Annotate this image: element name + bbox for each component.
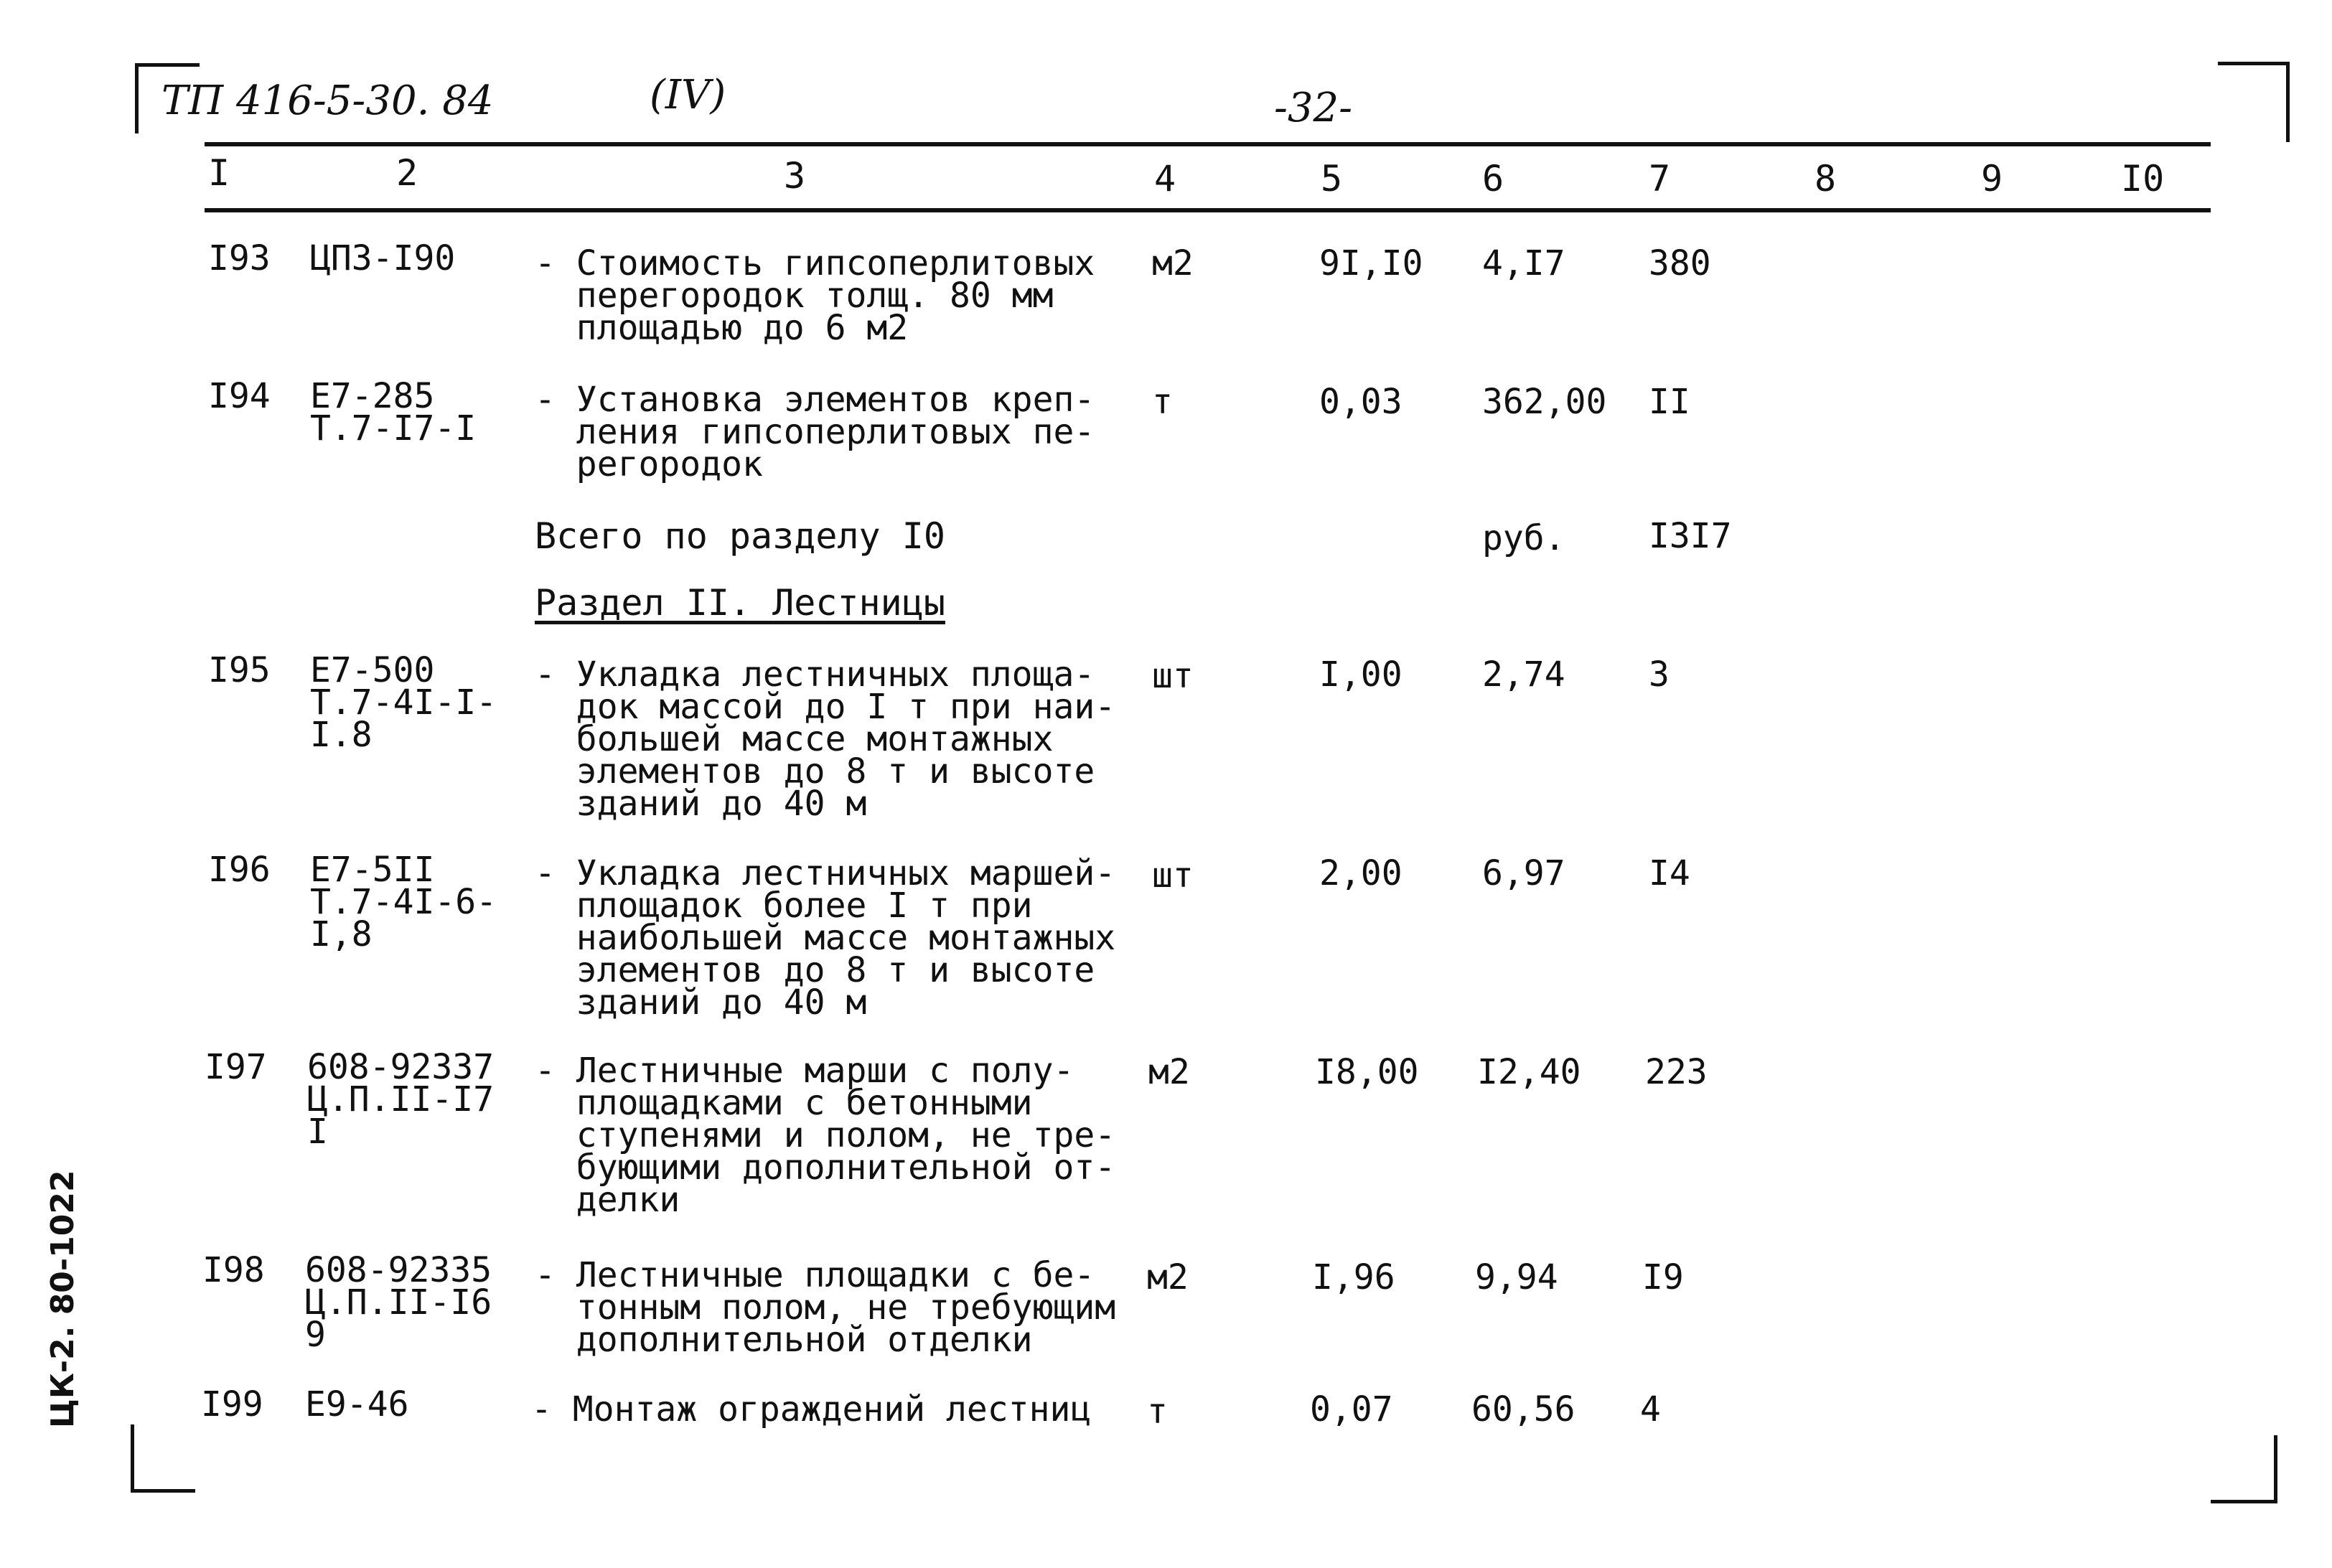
- section-heading: Раздел II. Лестницы: [535, 582, 945, 624]
- table-row-total: 380: [1649, 243, 1711, 283]
- column-header-6: 6: [1482, 158, 1504, 199]
- section-total-label: Всего по разделу I0: [535, 515, 945, 557]
- header-rule-top: [205, 142, 2211, 146]
- column-header-7: 7: [1649, 158, 1671, 199]
- table-row-description: - Монтаж ограждений лестниц: [531, 1389, 1092, 1429]
- table-row-code: 608-92335 Ц.П.II-I6 9: [305, 1250, 492, 1355]
- frame-corner-bottom-left-vertical: [131, 1424, 134, 1493]
- table-row-total: I4: [1649, 853, 1690, 893]
- frame-corner-bottom-left-horizontal: [131, 1489, 195, 1493]
- table-row-quantity: 0,03: [1319, 382, 1403, 422]
- table-row-unit: м2: [1148, 1052, 1190, 1092]
- table-row-total: I9: [1642, 1257, 1684, 1297]
- table-row-unit-price: 6,97: [1482, 853, 1565, 893]
- table-row-number: I95: [208, 650, 271, 690]
- frame-corner-bottom-right-horizontal: [2211, 1500, 2277, 1503]
- frame-corner-bottom-right-vertical: [2274, 1435, 2277, 1503]
- table-row-description: - Укладка лестничных площа- док массой до I т при наи- большей массе монтажных элементов до 8 т и высоте зданий до 40 м: [535, 654, 1116, 824]
- frame-corner-top-right-horizontal: [2218, 62, 2290, 65]
- handwritten-mark: (IV): [650, 72, 726, 118]
- table-row-quantity: 9I,I0: [1319, 243, 1423, 283]
- side-stamp: ЦК-2. 80-1022: [45, 1170, 81, 1428]
- table-row-unit-price: 60,56: [1471, 1389, 1575, 1429]
- table-row-unit-price: 9,94: [1475, 1257, 1558, 1297]
- column-header-4: 4: [1154, 158, 1176, 199]
- table-row-code: Е7-500 Т.7-4I-I- I.8: [310, 650, 497, 755]
- section-total-unit: руб.: [1482, 518, 1565, 558]
- table-row-description: - Стоимость гипсоперлитовых перегородок толщ. 80 мм площадью до 6 м2: [535, 243, 1095, 348]
- table-row-unit-price: 362,00: [1482, 382, 1607, 422]
- table-row-number: I98: [202, 1250, 265, 1290]
- table-row-quantity: 0,07: [1310, 1389, 1393, 1429]
- section-total-value: I3I7: [1649, 516, 1732, 556]
- column-header-3: 3: [784, 155, 806, 197]
- table-row-description: - Установка элементов креп- ления гипсоперлитовых пе- регородок: [535, 380, 1095, 484]
- table-row-number: I96: [208, 850, 271, 890]
- table-row-code: 608-92337 Ц.П.II-I7 I: [307, 1047, 495, 1152]
- table-row-unit-price: I2,40: [1477, 1052, 1581, 1092]
- table-row-quantity: I8,00: [1315, 1052, 1419, 1092]
- table-row-quantity: 2,00: [1319, 853, 1403, 893]
- table-row-unit: шт: [1152, 656, 1194, 696]
- frame-corner-top-left-horizontal: [135, 63, 200, 67]
- table-row-unit: м2: [1147, 1257, 1189, 1297]
- table-row-number: I94: [208, 376, 271, 416]
- table-row-code: Е7-5II Т.7-4I-6- I,8: [310, 850, 497, 954]
- table-row-description: - Лестничные марши с полу- площадками с бетонными ступенями и полом, не тре- бующими дополнительной от- делки: [535, 1051, 1116, 1220]
- column-header-2: 2: [396, 152, 418, 194]
- table-row-code: Е7-285 Т.7-I7-I: [310, 376, 477, 449]
- table-row-unit: т: [1147, 1391, 1168, 1432]
- document-code: ТП 416-5-30. 84: [161, 78, 494, 124]
- table-row-unit: шт: [1152, 855, 1194, 896]
- table-row-code: ЦПЗ-I90: [310, 238, 456, 278]
- table-row-number: I99: [201, 1384, 263, 1424]
- table-row-description: - Лестничные площадки с бе- тонным полом, не требующим дополнительной отделки: [535, 1255, 1116, 1360]
- column-header-10: I0: [2121, 158, 2165, 199]
- table-row-total: 3: [1649, 654, 1670, 695]
- page-number: -32-: [1274, 85, 1353, 131]
- table-row-unit-price: 2,74: [1482, 654, 1565, 695]
- table-row-unit-price: 4,I7: [1482, 243, 1565, 283]
- table-row-quantity: I,00: [1319, 654, 1403, 695]
- column-header-8: 8: [1814, 158, 1837, 199]
- table-row-total: 223: [1645, 1052, 1708, 1092]
- table-row-unit: т: [1152, 382, 1173, 422]
- table-row-number: I93: [208, 238, 271, 278]
- frame-corner-top-right-vertical: [2286, 62, 2290, 142]
- column-header-5: 5: [1321, 158, 1343, 199]
- column-header-1: I: [208, 152, 230, 194]
- table-row-code: Е9-46: [305, 1384, 409, 1424]
- column-header-9: 9: [1981, 158, 2003, 199]
- table-row-number: I97: [205, 1047, 267, 1087]
- table-row-description: - Укладка лестничных маршей- площадок более I т при наибольшей массе монтажных элементов до 8 т и высоте зданий до 40 м: [535, 853, 1116, 1023]
- table-row-total: 4: [1640, 1389, 1661, 1429]
- frame-corner-top-left-vertical: [135, 63, 139, 133]
- table-row-unit: м2: [1152, 243, 1194, 283]
- header-rule-bottom: [205, 208, 2211, 212]
- table-row-total: II: [1649, 382, 1690, 422]
- table-row-quantity: I,96: [1312, 1257, 1395, 1297]
